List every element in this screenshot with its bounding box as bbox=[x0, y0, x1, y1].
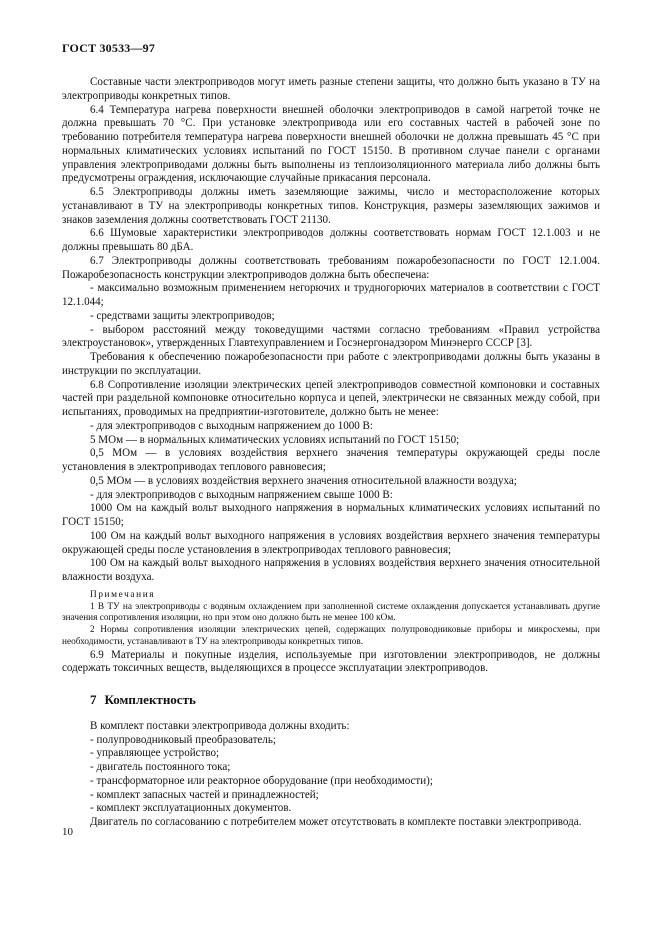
paragraph-6-9: 6.9 Материалы и покупные изделия, используемые при изготовлении электроприводов, не должны содержать токсичных веществ, выделяющихся в процессе эксплуатации электроприводов. bbox=[62, 648, 600, 675]
list-item: - комплект эксплуатационных документов. bbox=[90, 802, 292, 815]
notes-title: Примечания bbox=[90, 589, 156, 600]
paragraph: В комплект поставки электропривода должны входить: bbox=[90, 719, 350, 732]
list-item: - для электроприводов с выходным напряжением свыше 1000 В: bbox=[90, 488, 393, 501]
document-code-header: ГОСТ 30533—97 bbox=[62, 41, 156, 55]
note-item: 2 Нормы сопротивления изоляции электрических цепей, содержащих полупроводниковые приборы и микросхемы, при необходимости, устанавливают в ТУ на электроприводы конкретных типов. bbox=[62, 625, 600, 647]
list-item: - трансформаторное или реакторное оборудование (при необходимости); bbox=[90, 774, 433, 787]
section-number: 7 bbox=[90, 692, 97, 708]
paragraph: 0,5 МОм — в условиях воздействия верхнего значения температуры окружающей среды после установления в электроприводах теплового равновесия; bbox=[62, 447, 600, 473]
list-item: - комплект запасных частей и принадлежностей; bbox=[90, 788, 319, 801]
notes-block bbox=[62, 590, 600, 649]
paragraph-6-7: 6.7 Электроприводы должны соответствовать требованиям пожаробезопасности по ГОСТ 12.1.004. Пожаробезопасность конструкции электроприводов должна быть обеспечена: bbox=[62, 254, 600, 281]
list-item: - полупроводниковый преобразователь; bbox=[90, 733, 276, 746]
paragraph: 1000 Ом на каждый вольт выходного напряжения в нормальных климатических условиях испытаний по ГОСТ 15150; bbox=[62, 502, 600, 528]
paragraph-6-6: 6.6 Шумовые характеристики электроприводов должны соответствовать нормам ГОСТ 12.1.003 и не должны превышать 80 дБА. bbox=[62, 227, 600, 253]
paragraph: 5 МОм — в нормальных климатических условиях испытаний по ГОСТ 15150; bbox=[90, 433, 460, 446]
paragraph: 100 Ом на каждый вольт выходного напряжения в условиях воздействия верхнего значения температуры окружающей среды после установления в электроприводах теплового равновесия; bbox=[62, 529, 600, 556]
paragraph: Требования к обеспечению пожаробезопасности при работе с электроприводами должны быть указаны в инструкции по эксплуатации. bbox=[62, 351, 600, 377]
list-item: - выбором расстояний между токоведущими частями согласно требованиям «Правил устройства электроустановок», утвержденных Главтехуправлением и Госэнергонадзором Минэнерго СССР [3]. bbox=[62, 323, 600, 350]
page-number: 10 bbox=[62, 826, 73, 838]
paragraph: Двигатель по согласованию с потребителем может отсутствовать в комплекте поставки электропривода. bbox=[90, 816, 582, 829]
paragraph-6-8: 6.8 Сопротивление изоляции электрических цепей электроприводов совместной компоновки и составных частей при раздельной компоновке относительно корпуса и цепей, электрически не связанных между собой, при испытаниях, проводимых на предприятии-изготовителе, должно быть не менее: bbox=[62, 378, 600, 418]
list-item: - средствами защиты электроприводов; bbox=[90, 309, 275, 322]
paragraph: 0,5 МОм — в условиях воздействия верхнего значения относительной влажности воздуха; bbox=[90, 474, 517, 487]
document-body bbox=[62, 76, 600, 830]
paragraph: Составные части электроприводов могут иметь разные степени защиты, что должно быть указано в ТУ на электроприводы конкретных типов. bbox=[62, 76, 600, 102]
list-item: - для электроприводов с выходным напряжением до 1000 В: bbox=[90, 419, 373, 432]
paragraph: 100 Ом на каждый вольт выходного напряжения в условиях воздействия верхнего значения относительной влажности воздуха. bbox=[62, 557, 600, 583]
section-heading bbox=[90, 693, 600, 707]
paragraph-6-4: 6.4 Температура нагрева поверхности внешней оболочки электроприводов в самой нагретой точке не должна превышать 70 °С. При установке электропривода или его составных частей в рабочей зоне по требованию потребителя температура нагрева поверхности внешней оболочки не должна превышать 45 °С при нормальных климатических условиях испытаний по ГОСТ 15150. В противном случае панели с органами управления электроприводами должны быть выполнены из теплоизоляционного материала либо должны быть предусмотрены ограждения, исключающие случайные прикасания персонала. bbox=[62, 103, 600, 185]
note-item: 1 В ТУ на электроприводы с водяным охлаждением при заполненной системе охлаждения допускается устанавливать другие значения сопротивления изоляции, но при этом оно должно быть не менее 100 кОм. bbox=[62, 601, 600, 624]
list-item: - двигатель постоянного тока; bbox=[90, 761, 231, 774]
section-title: Комплектность bbox=[104, 692, 196, 708]
list-item: - управляющее устройство; bbox=[90, 747, 220, 760]
paragraph-6-5: 6.5 Электроприводы должны иметь заземляющие зажимы, число и месторасположение которых устанавливают в ТУ на электроприводы конкретных типов. Конструкция, размеры заземляющих зажимов и знаков заземления должны соответствовать ГОСТ 21130. bbox=[62, 186, 600, 226]
list-item: - максимально возможным применением негорючих и трудногорючих материалов в соответствии с ГОСТ 12.1.044; bbox=[62, 282, 600, 308]
